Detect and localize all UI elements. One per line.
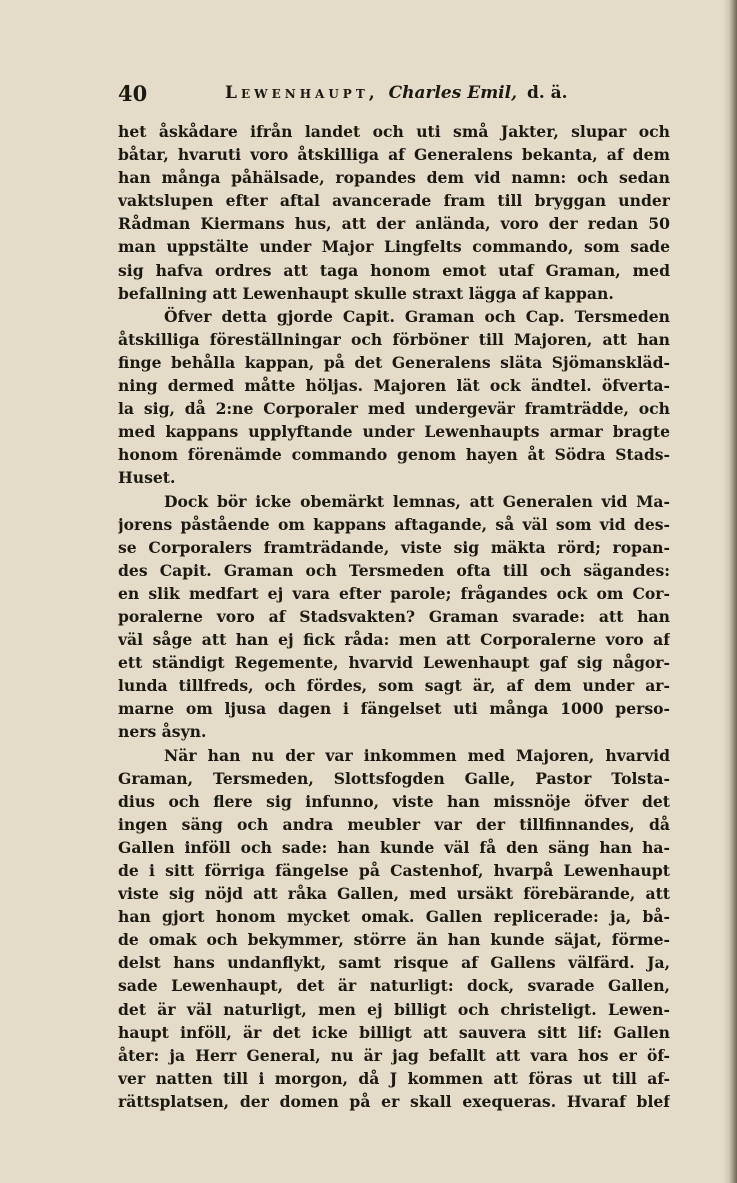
text-line: la sig, då 2:ne Corporaler med undergevär framträdde, och bbox=[118, 399, 670, 419]
text-line: viste sig nöjd att råka Gallen, med ursäkt förebärande, att bbox=[118, 884, 670, 904]
text-line: med kappans upplyftande under Lewenhaupts armar bragte bbox=[118, 422, 670, 442]
text-line: väl såge att han ej fick råda: men att Corporalerne voro af bbox=[118, 630, 670, 650]
text-line: sig hafva ordres att taga honom emot utaf Graman, med bbox=[118, 260, 670, 280]
page-edge bbox=[723, 0, 737, 1183]
text-line: het åskådare ifrån landet och uti små Jakter, slupar och bbox=[118, 122, 670, 141]
text-line: ning dermed måtte höljas. Majoren lät ock ändtel. öfverta- bbox=[118, 376, 670, 396]
text-line: åter: ja Herr General, nu är jag befallt att vara hos er öf- bbox=[118, 1045, 670, 1065]
text-line: sade Lewenhaupt, det är naturligt: dock, svarade Gallen, bbox=[118, 976, 670, 996]
text-line: Rådman Kiermans hus, att der anlända, voro der redan 50 bbox=[118, 214, 670, 234]
running-header bbox=[118, 79, 638, 111]
running-title-name: Lewenhaupt, bbox=[225, 83, 379, 103]
text-line: lunda tillfreds, och fördes, som sagt är, af dem under ar- bbox=[118, 676, 670, 696]
text-line: Dock bör icke obemärkt lemnas, att Generalen vid Ma- bbox=[164, 491, 670, 511]
text-line: jorens påstående om kappans aftagande, så väl som vid des- bbox=[118, 514, 670, 534]
text-line: dius och flere sig infunno, viste han missnöje öfver det bbox=[118, 791, 670, 811]
text-line: han många påhälsade, ropandes dem vid namn: och sedan bbox=[118, 168, 670, 188]
running-title-italic: Charles Emil, bbox=[388, 83, 518, 103]
text-line: se Corporalers framträdande, viste sig mäkta rörd; ropan- bbox=[118, 537, 670, 557]
text-line: När han nu der var inkommen med Majoren, hvarvid bbox=[164, 745, 670, 765]
text-line: Gallen inföll och sade: han kunde väl få den säng han ha- bbox=[118, 837, 670, 857]
text-line: haupt inföll, är det icke billigt att sauvera sitt lif: Gallen bbox=[118, 1022, 670, 1042]
text-line: ett ständigt Regemente, hvarvid Lewenhaupt gaf sig någor- bbox=[118, 653, 670, 673]
text-line: ners åsyn. bbox=[118, 722, 207, 742]
text-line: Huset. bbox=[118, 468, 176, 488]
text-line: marne om ljusa dagen i fängelset uti många 1000 perso- bbox=[118, 699, 670, 719]
text-line: en slik medfart ej vara efter parole; frågandes ock om Cor- bbox=[118, 583, 670, 603]
text-line: de omak och bekymmer, större än han kunde säjat, förme- bbox=[118, 930, 670, 950]
running-title-suffix: d. ä. bbox=[526, 83, 568, 103]
text-line: de i sitt förriga fängelse på Castenhof, hvarpå Lewenhaupt bbox=[118, 861, 670, 880]
text-line: befallning att Lewenhaupt skulle straxt lägga af kappan. bbox=[118, 283, 614, 303]
text-line: vaktslupen efter aftal avancerade fram till bryggan under bbox=[118, 191, 670, 211]
text-line: det är väl naturligt, men ej billigt och christeligt. Lewen- bbox=[118, 999, 670, 1019]
text-line: Graman, Tersmeden, Slottsfogden Galle, Pastor Tolsta- bbox=[118, 768, 670, 788]
text-line: poralerne voro af Stadsvakten? Graman svarade: att han bbox=[118, 606, 670, 626]
text-line: rättsplatsen, der domen på er skall exequeras. Hvaraf blef bbox=[118, 1091, 670, 1111]
page-number: 40 bbox=[118, 81, 148, 106]
text-line: ingen säng och andra meubler var der tillfinnandes, då bbox=[118, 814, 670, 834]
text-line: man uppstälte under Major Lingfelts commando, som sade bbox=[118, 237, 670, 257]
body-text bbox=[118, 120, 670, 1113]
text-line: honom förenämde commando genom hayen åt Södra Stads- bbox=[118, 445, 670, 465]
text-line: finge behålla kappan, på det Generalens släta Sjömanskläd- bbox=[118, 352, 670, 372]
running-title bbox=[225, 83, 568, 103]
text-line: ver natten till i morgon, då J kommen att föras ut till af- bbox=[118, 1068, 670, 1088]
text-line: Öfver detta gjorde Capit. Graman och Cap. Tersmeden bbox=[164, 306, 670, 326]
text-line: des Capit. Graman och Tersmeden ofta till och sägandes: bbox=[118, 560, 670, 580]
text-line: båtar, hvaruti voro åtskilliga af Generalens bekanta, af dem bbox=[118, 145, 670, 165]
text-line: han gjort honom mycket omak. Gallen replicerade: ja, bå- bbox=[118, 907, 670, 927]
text-line: åtskilliga föreställningar och förböner till Majoren, att han bbox=[118, 329, 670, 349]
text-line: delst hans undanflykt, samt risque af Gallens välfärd. Ja, bbox=[118, 953, 670, 973]
